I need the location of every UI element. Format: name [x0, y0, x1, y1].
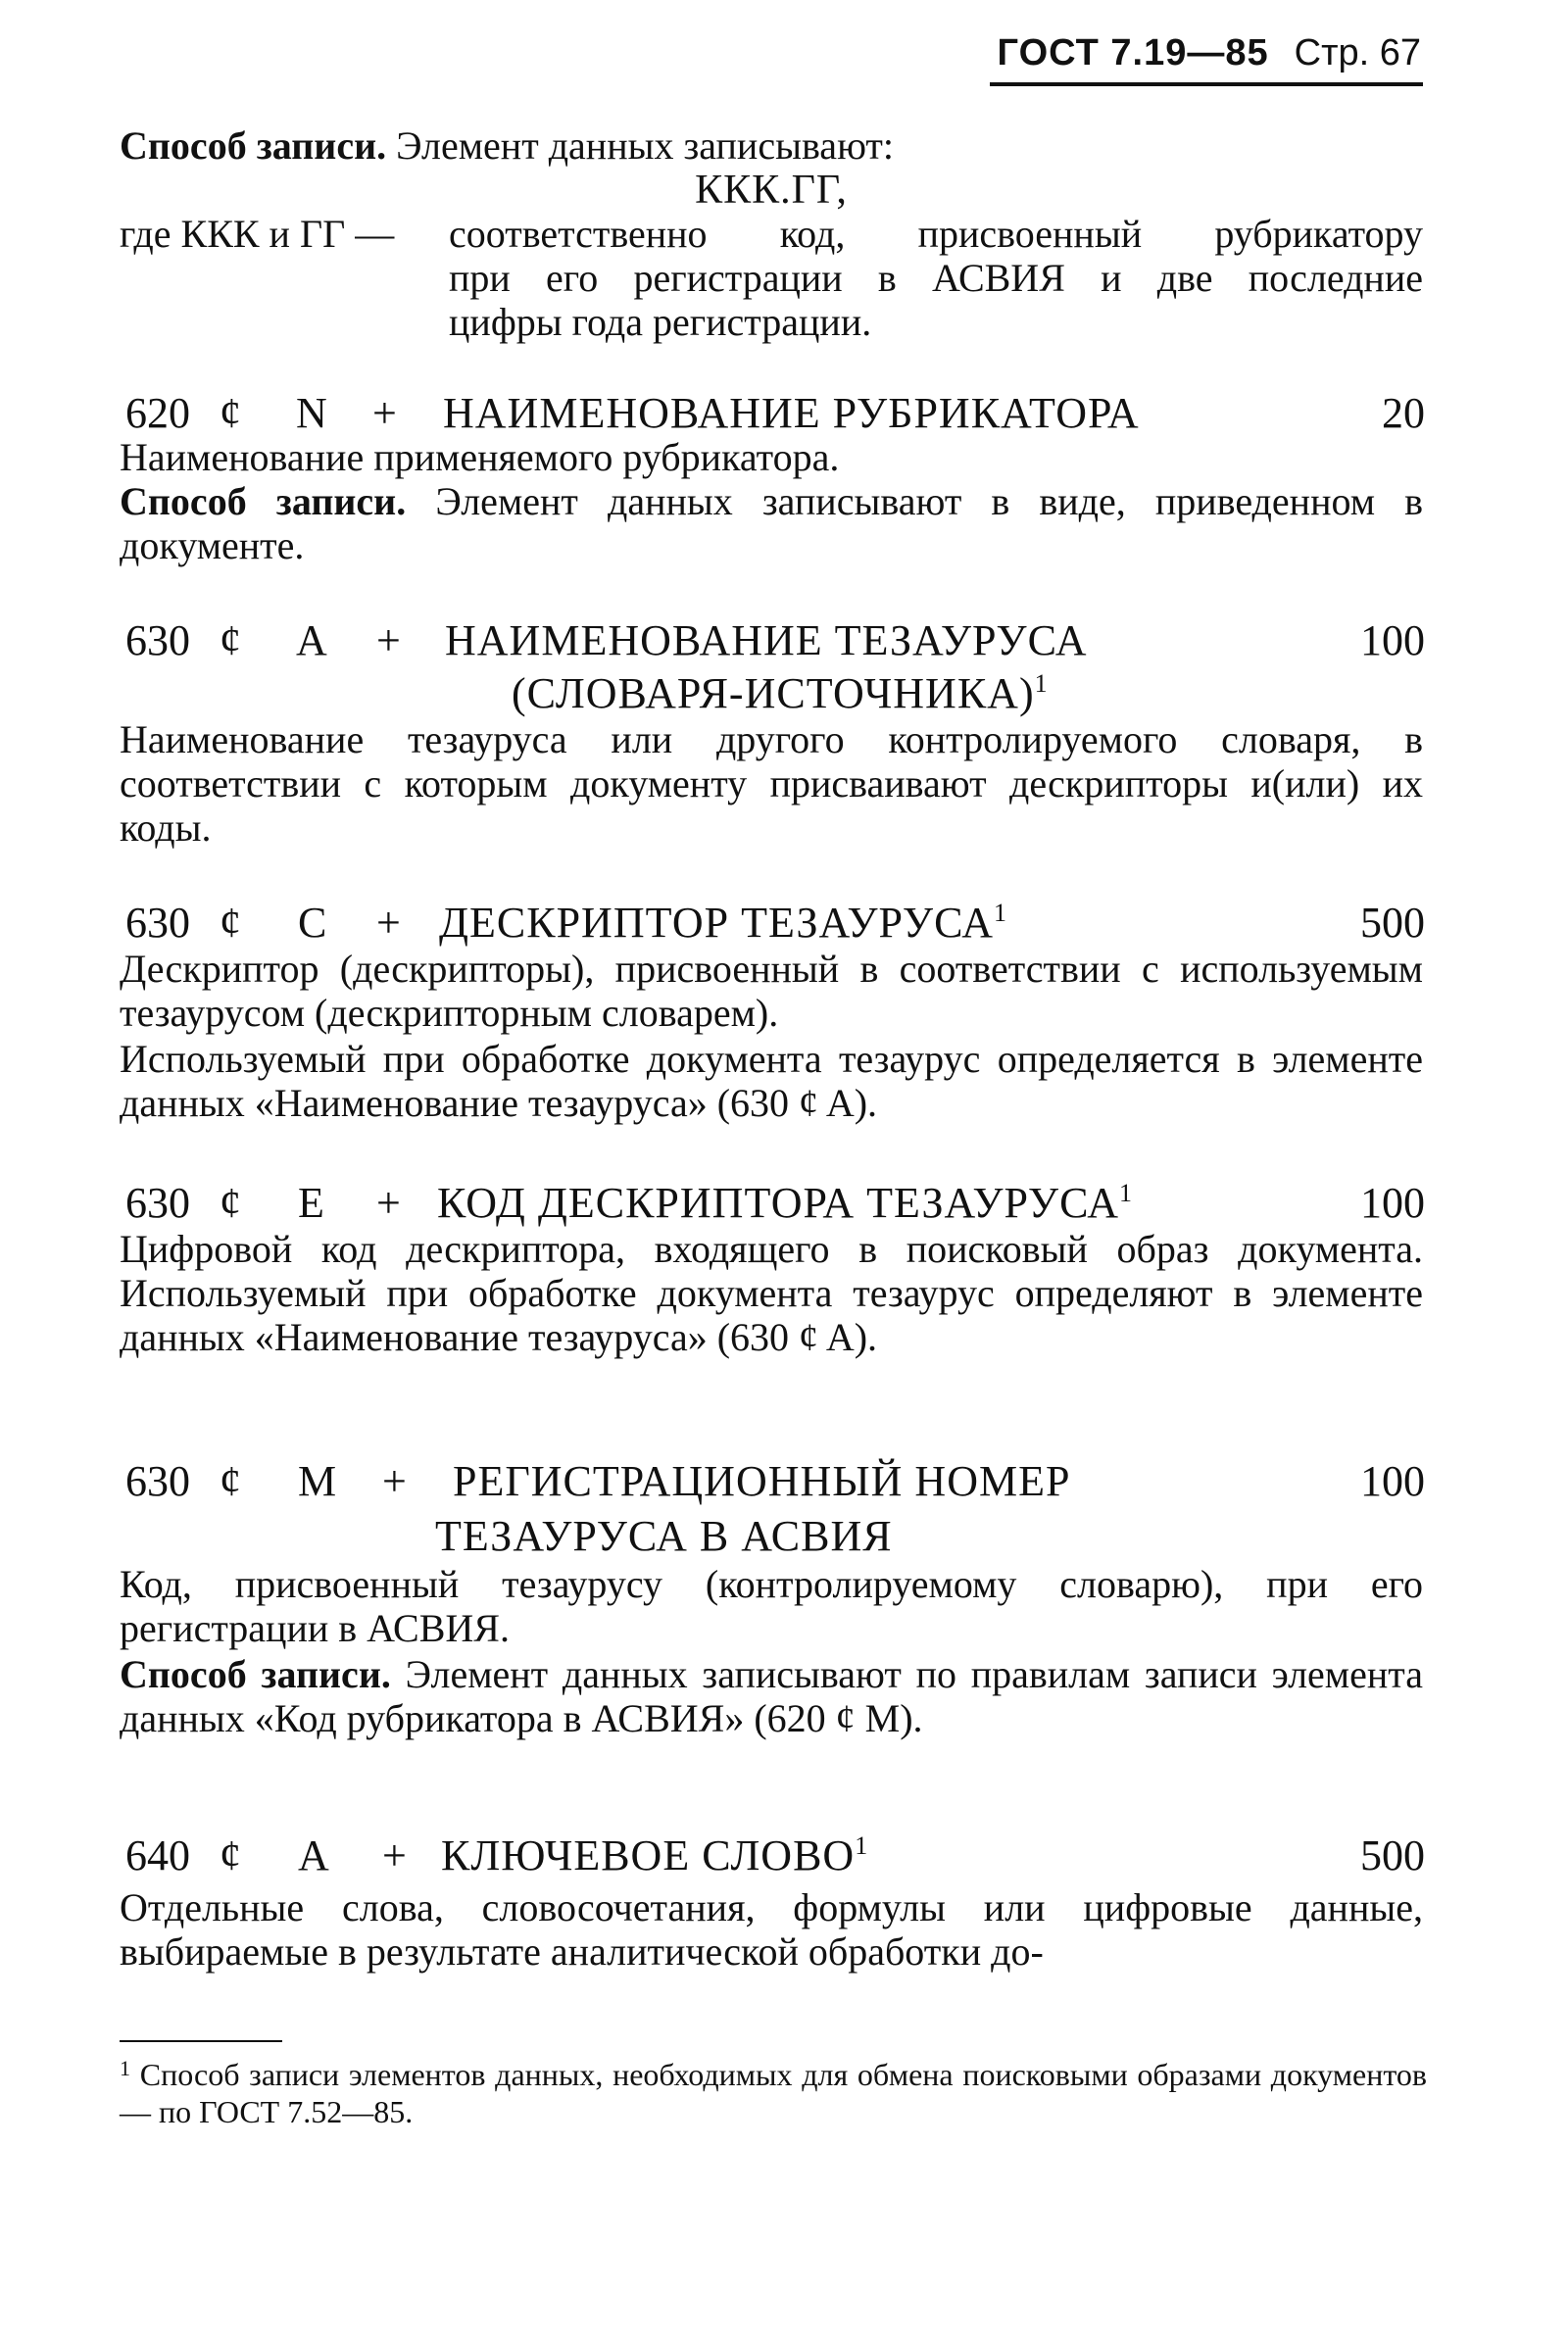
field-name: ДЕСКРИПТОР ТЕЗАУРУСА: [439, 899, 995, 947]
field-name-row: [439, 896, 1007, 951]
field-length: 100: [1360, 616, 1425, 664]
field-description: Наименование тезауруса или другого контролируемого словаря, в соответствии с которым документу присваивают дескрипторы и(или) их коды.: [120, 717, 1423, 850]
field-heading: [125, 386, 1425, 441]
footnote-rule: [120, 2040, 282, 2042]
plus-sign: +: [376, 899, 401, 947]
subfield-code: A: [296, 616, 327, 664]
indicator-symbol: ȼ: [220, 1179, 241, 1227]
subfield-code: A: [298, 1831, 329, 1879]
plus-sign: +: [376, 1179, 401, 1227]
field-code: 630: [125, 899, 190, 947]
formula: ККК.ГГ,: [695, 168, 848, 213]
field-length: 500: [1360, 899, 1425, 947]
field-length: 100: [1360, 1179, 1425, 1227]
method-label: Способ записи.: [120, 1652, 391, 1696]
field-length: 20: [1382, 389, 1425, 437]
method-paragraph: [120, 479, 1423, 567]
standard-number: ГОСТ 7.19—85: [997, 31, 1269, 73]
indicator-symbol: ȼ: [220, 1831, 241, 1879]
field-heading: [125, 1454, 1425, 1509]
field-description: Цифровой код дескриптора, входящего в поисковый образ документа. Используемый при обработке документа тезаурус определяют в элементе данных «Наименование тезауруса» (630 ȼ A).: [120, 1227, 1423, 1359]
field-name-line2: (СЛОВАРЯ-ИСТОЧНИКА): [512, 669, 1035, 717]
plus-sign: +: [372, 389, 397, 437]
field-description: Код, присвоенный тезаурусу (контролируемому словарю), при его регистрации в АСВИЯ.: [120, 1562, 1423, 1650]
field-description: Наименование применяемого рубрикатора.: [120, 435, 840, 479]
field-heading: [125, 1176, 1425, 1231]
field-code: 640: [125, 1831, 190, 1879]
field-description: Дескриптор (дескрипторы), присвоенный в соответствии с используемым тезаурусом (дескрипторным словарем).: [120, 947, 1423, 1035]
method-label: Способ записи.: [120, 479, 407, 523]
footnote-mark: 1: [120, 2056, 130, 2080]
page-number: Стр. 67: [1294, 31, 1421, 73]
field-heading: [125, 1829, 1425, 1883]
field-name-line2: ТЕЗАУРУСА В АСВИЯ: [435, 1512, 893, 1560]
field-name: НАИМЕНОВАНИЕ РУБРИКАТОРА: [443, 389, 1140, 437]
footnote-reference: 1: [1119, 1179, 1133, 1207]
footnote-reference: 1: [994, 899, 1008, 927]
method-label: Способ записи.: [120, 123, 387, 168]
field-code: 630: [125, 1457, 190, 1505]
field-name: РЕГИСТРАЦИОННЫЙ НОМЕР: [453, 1457, 1071, 1505]
method-text: Элемент данных записывают в виде, приведенном в документе.: [120, 479, 1424, 567]
field-length: 500: [1360, 1831, 1425, 1879]
indicator-symbol: ȼ: [220, 389, 241, 437]
plus-sign: +: [382, 1831, 407, 1879]
field-heading: [125, 613, 1425, 668]
field-name-row: [437, 1176, 1133, 1231]
where-definition-line: при его регистрации в АСВИЯ и две последние: [449, 256, 1423, 300]
where-definition-line: соответственно код, присвоенный рубрикатору: [449, 212, 1423, 256]
header-rule: [990, 82, 1423, 86]
field-code: 620: [125, 389, 190, 437]
where-term: где ККК и ГГ —: [120, 212, 395, 256]
field-name-continuation: [435, 1509, 893, 1564]
footnote: [120, 2056, 1427, 2130]
field-name: НАИМЕНОВАНИЕ ТЕЗАУРУСА: [445, 616, 1088, 664]
field-description-extra: Используемый при обработке документа тезаурус определяется в элементе данных «Наименование тезауруса» (630 ȼ A).: [120, 1037, 1423, 1125]
method-text: Элемент данных записывают по правилам записи элемента данных «Код рубрикатора в АСВИЯ» (620 ȼ M).: [120, 1652, 1424, 1740]
where-definition-line: цифры года регистрации.: [449, 300, 872, 344]
field-heading: [125, 896, 1425, 951]
field-code: 630: [125, 1179, 190, 1227]
plus-sign: +: [382, 1457, 407, 1505]
intro-paragraph: [120, 123, 1423, 168]
indicator-symbol: ȼ: [220, 1457, 241, 1505]
field-name-row: [441, 1829, 868, 1883]
field-name-continuation: [512, 666, 1049, 721]
indicator-symbol: ȼ: [220, 899, 241, 947]
footnote-reference: 1: [1034, 669, 1049, 698]
field-name: КЛЮЧЕВОЕ СЛОВО: [441, 1831, 856, 1879]
running-header: [990, 27, 1421, 78]
method-paragraph: [120, 1652, 1423, 1740]
field-length: 100: [1360, 1457, 1425, 1505]
field-code: 630: [125, 616, 190, 664]
subfield-code: N: [296, 389, 327, 437]
footnote-reference: 1: [855, 1831, 869, 1860]
subfield-code: M: [298, 1457, 337, 1505]
field-description: Отдельные слова, словосочетания, формулы или цифровые данные, выбираемые в результате аналитической обработки до-: [120, 1885, 1423, 1974]
plus-sign: +: [376, 616, 401, 664]
method-text: Элемент данных записывают:: [396, 123, 895, 168]
footnote-text: Способ записи элементов данных, необходимых для обмена поисковыми образами документов — по ГОСТ 7.52—85.: [120, 2057, 1428, 2129]
field-name: КОД ДЕСКРИПТОРА ТЕЗАУРУСА: [437, 1179, 1119, 1227]
indicator-symbol: ȼ: [220, 616, 241, 664]
subfield-code: C: [298, 899, 327, 947]
subfield-code: E: [298, 1179, 324, 1227]
